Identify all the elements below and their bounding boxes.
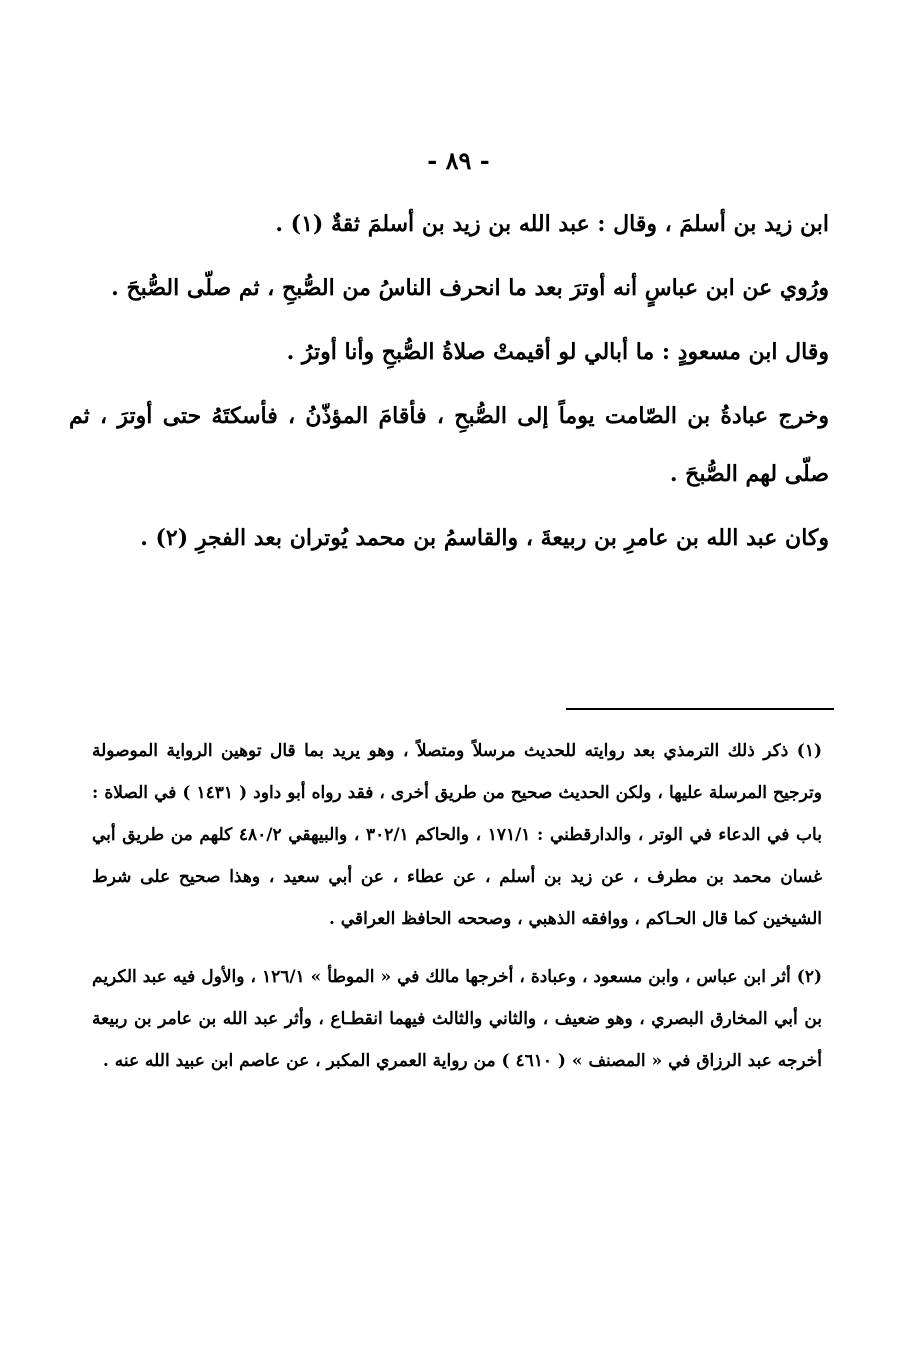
footnote: (٢) أثر ابن عباس ، وابن مسعود ، وعبادة ، أخرجها مالك في « الموطأ » ١٢٦/١ ، والأول فيه عبد الكريم بن أبي المخارق البصري ، وهو ضعيف ، والثاني والثالث فيهما انقطـاع ، وأثر عبد الله بن عامر بن ربيعة أخرجه عبد الرزاق في « المصنف » ( ٤٦١٠ ) من رواية العمري المكبر ، عن عاصم ابن عبيد الله عنه . — [92, 967, 822, 1071]
paragraph: وقال ابن مسعودٍ : ما أبالي لو أقيمتْ صلاةُ الصُّبحِ وأنا أوترُ . — [286, 339, 829, 365]
footnotes — [92, 730, 822, 1098]
footnote: (١) ذكر ذلك الترمذي بعد روايته للحديث مرسلاً ومتصلاً ، وهو يريد بما قال توهين الرواية الموصولة وترجيح المرسلة عليها ، ولكن الحديث صحيح من طريق أخرى ، فقد رواه أبو داود ( ١٤٣١ ) في الصلاة : باب في الدعاء في الوتر ، والدارقطني : ١٧١/١ ، والحاكم ٣٠٢/١ ، والبيهقي ٤٨٠/٢ كلهم من طريق أبي غسان محمد بن مطرف ، عن زيد بن أسلم ، عن عطاء ، عن أبي سعيد ، وهذا صحيح على شرط الشيخين كما قال الحـاكم ، ووافقه الذهبي ، وصححه الحافظ العراقي . — [92, 741, 822, 929]
paragraph: ابن زيد بن أسلمَ ، وقال : عبد الله بن زيد بن أسلمَ ثقةٌ (١) . — [275, 211, 829, 237]
main-text — [69, 195, 829, 573]
paragraph: وخرج عبادةُ بن الصّامت يوماً إلى الصُّبحِ ، فأقامَ المؤذّنُ ، فأسكتَهُ حتى أوترَ ، ثم صلّى لهم الصُّبحَ . — [69, 403, 829, 487]
page-number: - ٨٩ - — [427, 146, 490, 175]
paragraph: وكان عبد الله بن عامرِ بن ربيعةَ ، والقاسمُ بن محمد يُوتران بعد الفجرِ (٢) . — [140, 525, 829, 551]
footnote-divider — [566, 708, 834, 710]
paragraph: ورُوي عن ابن عباسٍ أنه أوترَ بعد ما انحرف الناسُ من الصُّبحِ ، ثم صلّى الصُّبحَ . — [111, 275, 829, 301]
